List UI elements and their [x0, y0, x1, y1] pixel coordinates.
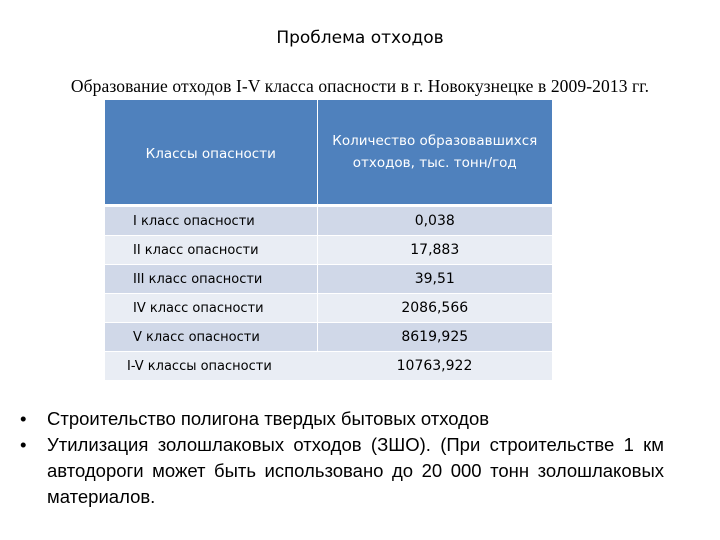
bullet-list — [20, 406, 664, 510]
table-row — [105, 294, 552, 323]
waste-amount-cell: 17,883 — [317, 236, 552, 265]
bullet-item — [20, 406, 664, 432]
slide-title: Проблема отходов — [276, 28, 444, 48]
table-row — [105, 206, 552, 236]
slide-subtitle: Образование отходов I-V класса опасности в г. Новокузнецке в 2009-2013 гг. — [70, 76, 650, 96]
table-header-row — [105, 100, 552, 206]
table-row — [105, 323, 552, 352]
table-row-total — [105, 352, 552, 381]
bullet-text: Утилизация золошлаковых отходов (ЗШО). (При строительстве 1 км автодороги может быть использовано до 20 000 тонн золошлаковых материалов. — [47, 434, 664, 507]
table-row — [105, 236, 552, 265]
bullet-item — [20, 432, 664, 510]
waste-amount-cell: 8619,925 — [317, 323, 552, 352]
waste-table — [105, 100, 552, 381]
hazard-class-cell: I класс опасности — [105, 206, 317, 236]
hazard-class-cell: IV класс опасности — [105, 294, 317, 323]
waste-amount-cell: 2086,566 — [317, 294, 552, 323]
hazard-class-cell: III класс опасности — [105, 265, 317, 294]
waste-amount-total-cell: 10763,922 — [317, 352, 552, 381]
header-hazard-class: Классы опасности — [105, 100, 317, 206]
hazard-class-cell: II класс опасности — [105, 236, 317, 265]
waste-amount-cell: 39,51 — [317, 265, 552, 294]
hazard-class-cell: V класс опасности — [105, 323, 317, 352]
header-waste-amount: Количество образовавшихся отходов, тыс. тонн/год — [317, 100, 552, 206]
bullet-marker-icon: • — [20, 408, 27, 429]
hazard-class-total-cell: I-V классы опасности — [105, 352, 317, 381]
table-row — [105, 265, 552, 294]
bullet-marker-icon: • — [20, 434, 27, 455]
waste-amount-cell: 0,038 — [317, 206, 552, 236]
bullet-text: Строительство полигона твердых бытовых отходов — [47, 408, 490, 429]
